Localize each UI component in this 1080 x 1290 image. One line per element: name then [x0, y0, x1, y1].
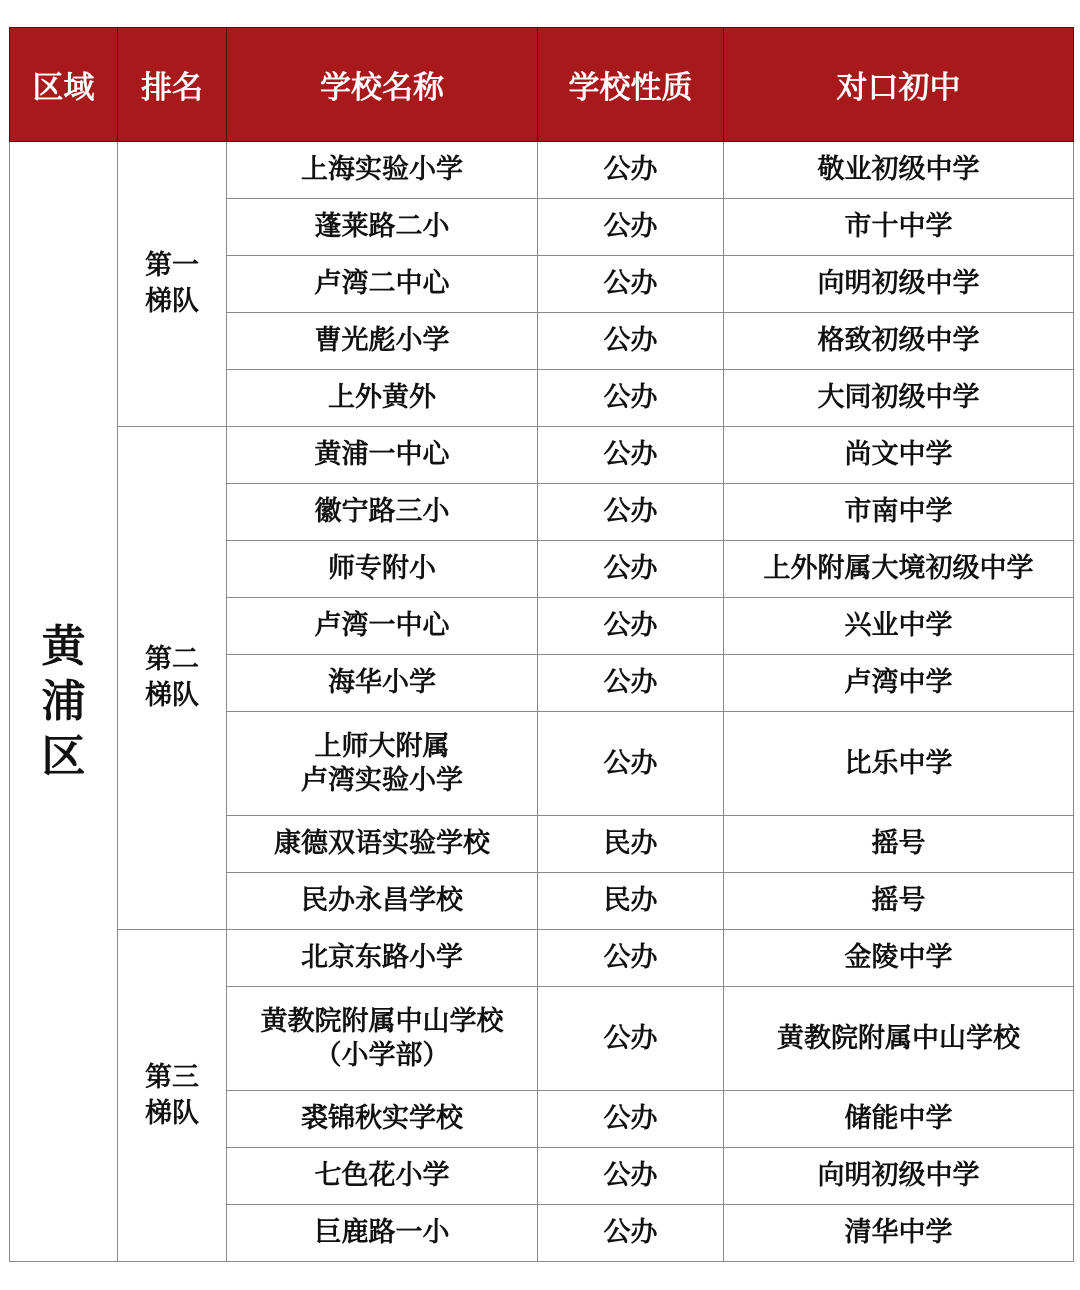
school-name-cell: 卢湾一中心 [227, 598, 538, 655]
school-type-cell: 公办 [538, 427, 724, 484]
school-type-cell: 公办 [538, 199, 724, 256]
school-name-cell: 卢湾二中心 [227, 256, 538, 313]
school-name-cell: 黄浦一中心 [227, 427, 538, 484]
school-type-cell: 公办 [538, 598, 724, 655]
school-type-cell: 公办 [538, 142, 724, 199]
school-name-cell: 民办永昌学校 [227, 873, 538, 930]
school-name-cell: 曹光彪小学 [227, 313, 538, 370]
middle-school-cell: 上外附属大境初级中学 [724, 541, 1074, 598]
header-row [10, 28, 1074, 142]
school-type-cell: 公办 [538, 484, 724, 541]
school-type-cell: 公办 [538, 987, 724, 1091]
header-school-name: 学校名称 [227, 28, 538, 142]
school-type-cell: 民办 [538, 873, 724, 930]
middle-school-cell: 摇号 [724, 816, 1074, 873]
middle-school-cell: 向明初级中学 [724, 256, 1074, 313]
middle-school-cell: 比乐中学 [724, 712, 1074, 816]
middle-school-cell: 市十中学 [724, 199, 1074, 256]
school-name-cell: 裘锦秋实学校 [227, 1091, 538, 1148]
tier-1-cell: 第一 梯队 [118, 142, 227, 427]
middle-school-cell: 向明初级中学 [724, 1148, 1074, 1205]
middle-school-cell: 金陵中学 [724, 930, 1074, 987]
school-ranking-table [9, 27, 1074, 1262]
school-name-cell: 黄教院附属中山学校 （小学部） [227, 987, 538, 1091]
header-middle-school: 对口初中 [724, 28, 1074, 142]
region-cell: 黄 浦 区 [10, 142, 118, 1262]
table-row [10, 930, 1074, 987]
table-row [10, 142, 1074, 199]
school-type-cell: 公办 [538, 930, 724, 987]
school-type-cell: 公办 [538, 541, 724, 598]
middle-school-cell: 大同初级中学 [724, 370, 1074, 427]
school-type-cell: 公办 [538, 655, 724, 712]
middle-school-cell: 格致初级中学 [724, 313, 1074, 370]
school-type-cell: 公办 [538, 712, 724, 816]
school-type-cell: 公办 [538, 1148, 724, 1205]
middle-school-cell: 储能中学 [724, 1091, 1074, 1148]
school-ranking-table-container [9, 27, 1073, 1275]
table-row [10, 427, 1074, 484]
tier-3-cell: 第三 梯队 [118, 930, 227, 1262]
header-school-type: 学校性质 [538, 28, 724, 142]
school-name-cell: 七色花小学 [227, 1148, 538, 1205]
school-name-cell: 海华小学 [227, 655, 538, 712]
header-rank: 排名 [118, 28, 227, 142]
middle-school-cell: 黄教院附属中山学校 [724, 987, 1074, 1091]
school-type-cell: 公办 [538, 1205, 724, 1262]
school-name-cell: 徽宁路三小 [227, 484, 538, 541]
middle-school-cell: 兴业中学 [724, 598, 1074, 655]
school-name-cell: 北京东路小学 [227, 930, 538, 987]
school-name-cell: 上海实验小学 [227, 142, 538, 199]
school-type-cell: 公办 [538, 256, 724, 313]
tier-2-cell: 第二 梯队 [118, 427, 227, 930]
middle-school-cell: 尚文中学 [724, 427, 1074, 484]
middle-school-cell: 摇号 [724, 873, 1074, 930]
middle-school-cell: 清华中学 [724, 1205, 1074, 1262]
school-type-cell: 民办 [538, 816, 724, 873]
header-region: 区域 [10, 28, 118, 142]
middle-school-cell: 敬业初级中学 [724, 142, 1074, 199]
school-name-cell: 蓬莱路二小 [227, 199, 538, 256]
school-type-cell: 公办 [538, 1091, 724, 1148]
school-name-cell: 上师大附属 卢湾实验小学 [227, 712, 538, 816]
school-name-cell: 上外黄外 [227, 370, 538, 427]
school-name-cell: 康德双语实验学校 [227, 816, 538, 873]
school-type-cell: 公办 [538, 370, 724, 427]
school-type-cell: 公办 [538, 313, 724, 370]
middle-school-cell: 卢湾中学 [724, 655, 1074, 712]
middle-school-cell: 市南中学 [724, 484, 1074, 541]
school-name-cell: 师专附小 [227, 541, 538, 598]
school-name-cell: 巨鹿路一小 [227, 1205, 538, 1262]
